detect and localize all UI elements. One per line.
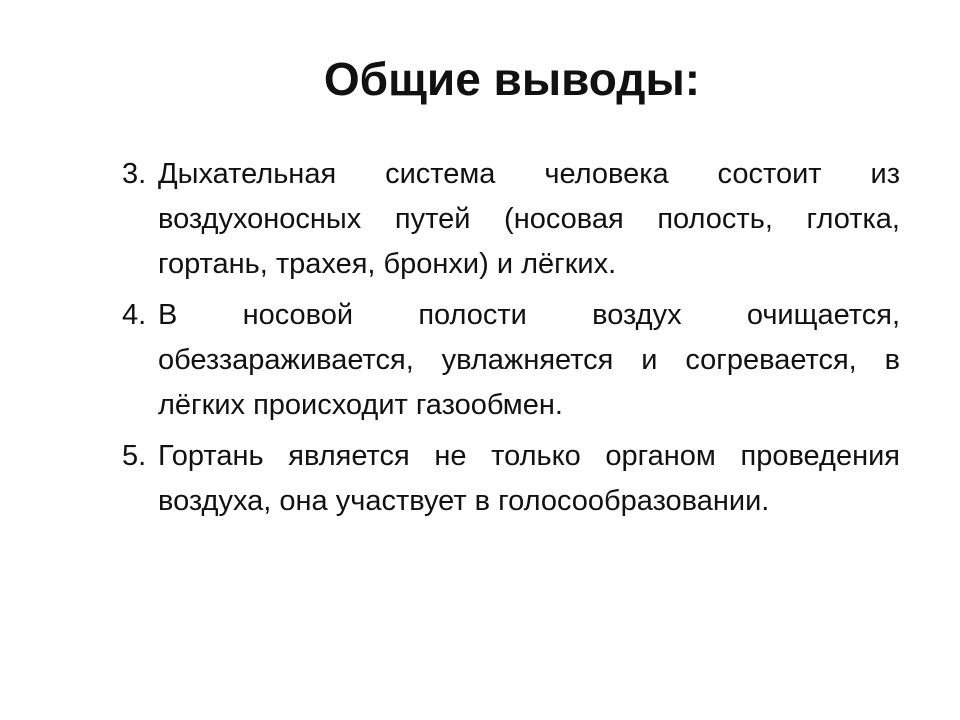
item-number: 5. [122,440,147,472]
item-text: В носовой полости воздух очищается, обеззараживается, увлажняется и согревается, в лёгких происходит газообмен. [158,299,900,421]
list-item [122,293,900,428]
item-text: Гортань является не только органом проведения воздуха, она участвует в голосообразовании. [158,440,900,517]
conclusions-list [122,152,900,530]
list-item [122,152,900,287]
item-number: 3. [122,158,147,190]
slide-title: Общие выводы: [323,53,701,105]
item-text: Дыхательная система человека состоит из воздухоносных путей (носовая полость, глотка, гортань, трахея, бронхи) и лёгких. [158,158,900,280]
item-number: 4. [122,299,147,331]
list-item [122,434,900,524]
